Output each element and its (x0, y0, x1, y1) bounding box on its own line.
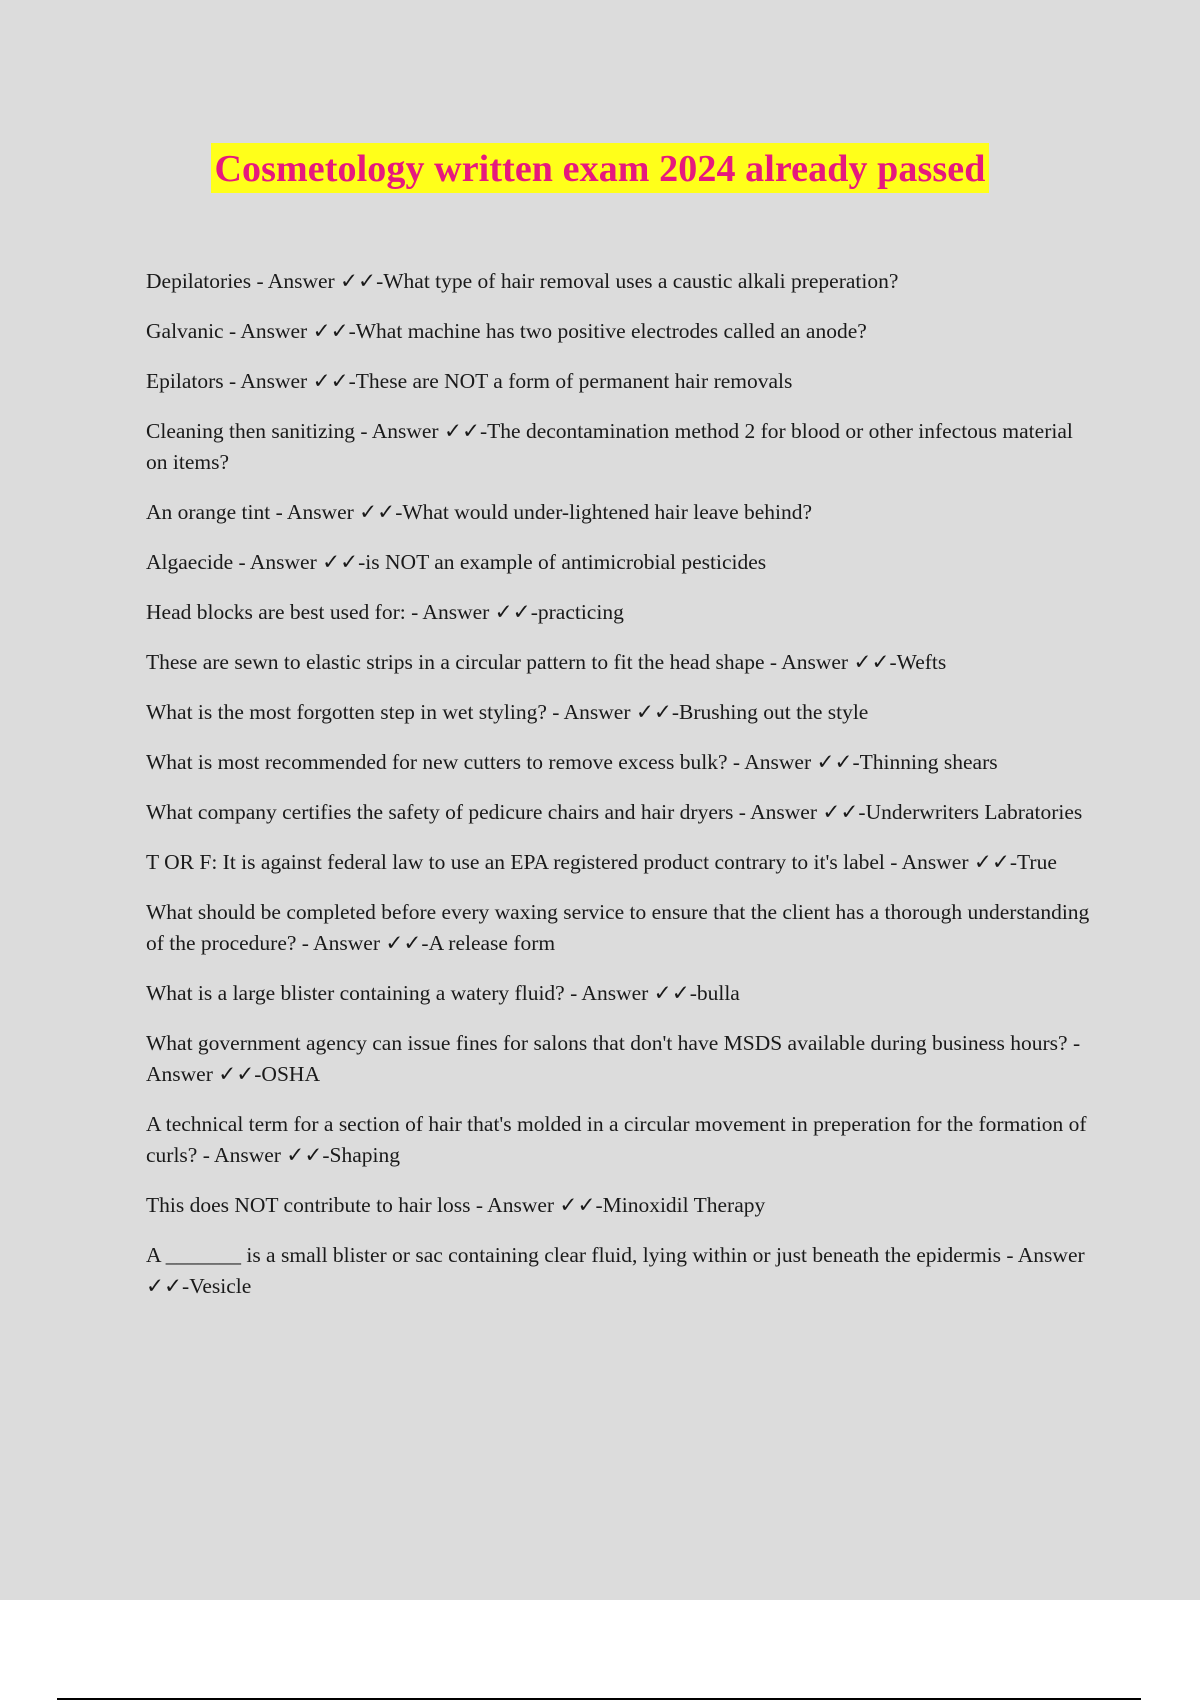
qa-item: An orange tint - Answer ✓✓-What would under-lightened hair leave behind? (146, 500, 813, 524)
qa-item: These are sewn to elastic strips in a circular pattern to fit the head shape - Answer ✓✓-Wefts (146, 650, 947, 674)
qa-item: What should be completed before every waxing service to ensure that the client has a thorough understanding of the procedure? - Answer ✓✓-A release form (146, 900, 1090, 955)
qa-item: A _______ is a small blister or sac containing clear fluid, lying within or just beneath the epidermis - Answer ✓✓-Vesicle (146, 1243, 1085, 1298)
title-container (0, 143, 1200, 193)
qa-item: What is the most forgotten step in wet styling? - Answer ✓✓-Brushing out the style (146, 700, 869, 724)
qa-item: Head blocks are best used for: - Answer ✓✓-practicing (146, 600, 624, 624)
qa-item: Algaecide - Answer ✓✓-is NOT an example of antimicrobial pesticides (146, 550, 767, 574)
qa-item: This does NOT contribute to hair loss - Answer ✓✓-Minoxidil Therapy (146, 1193, 766, 1217)
page-title: Cosmetology written exam 2024 already passed (211, 143, 988, 193)
qa-item: What government agency can issue fines for salons that don't have MSDS available during business hours? - Answer ✓✓-OSHA (146, 1031, 1081, 1086)
qa-item: Depilatories - Answer ✓✓-What type of hair removal uses a caustic alkali preperation? (146, 269, 899, 293)
qa-list (146, 266, 1091, 1321)
qa-item: What is a large blister containing a watery fluid? - Answer ✓✓-bulla (146, 981, 740, 1005)
qa-item: T OR F: It is against federal law to use an EPA registered product contrary to it's label - Answer ✓✓-True (146, 850, 1057, 874)
qa-item: A technical term for a section of hair that's molded in a circular movement in preperation for the formation of curls? - Answer ✓✓-Shaping (146, 1112, 1087, 1167)
qa-item: Cleaning then sanitizing - Answer ✓✓-The decontamination method 2 for blood or other infectous material on items? (146, 419, 1073, 474)
qa-item: Epilators - Answer ✓✓-These are NOT a form of permanent hair removals (146, 369, 793, 393)
qa-item: Galvanic - Answer ✓✓-What machine has two positive electrodes called an anode? (146, 319, 867, 343)
qa-item: What company certifies the safety of pedicure chairs and hair dryers - Answer ✓✓-Underwriters Labratories (146, 800, 1083, 824)
qa-item: What is most recommended for new cutters to remove excess bulk? - Answer ✓✓-Thinning shears (146, 750, 998, 774)
